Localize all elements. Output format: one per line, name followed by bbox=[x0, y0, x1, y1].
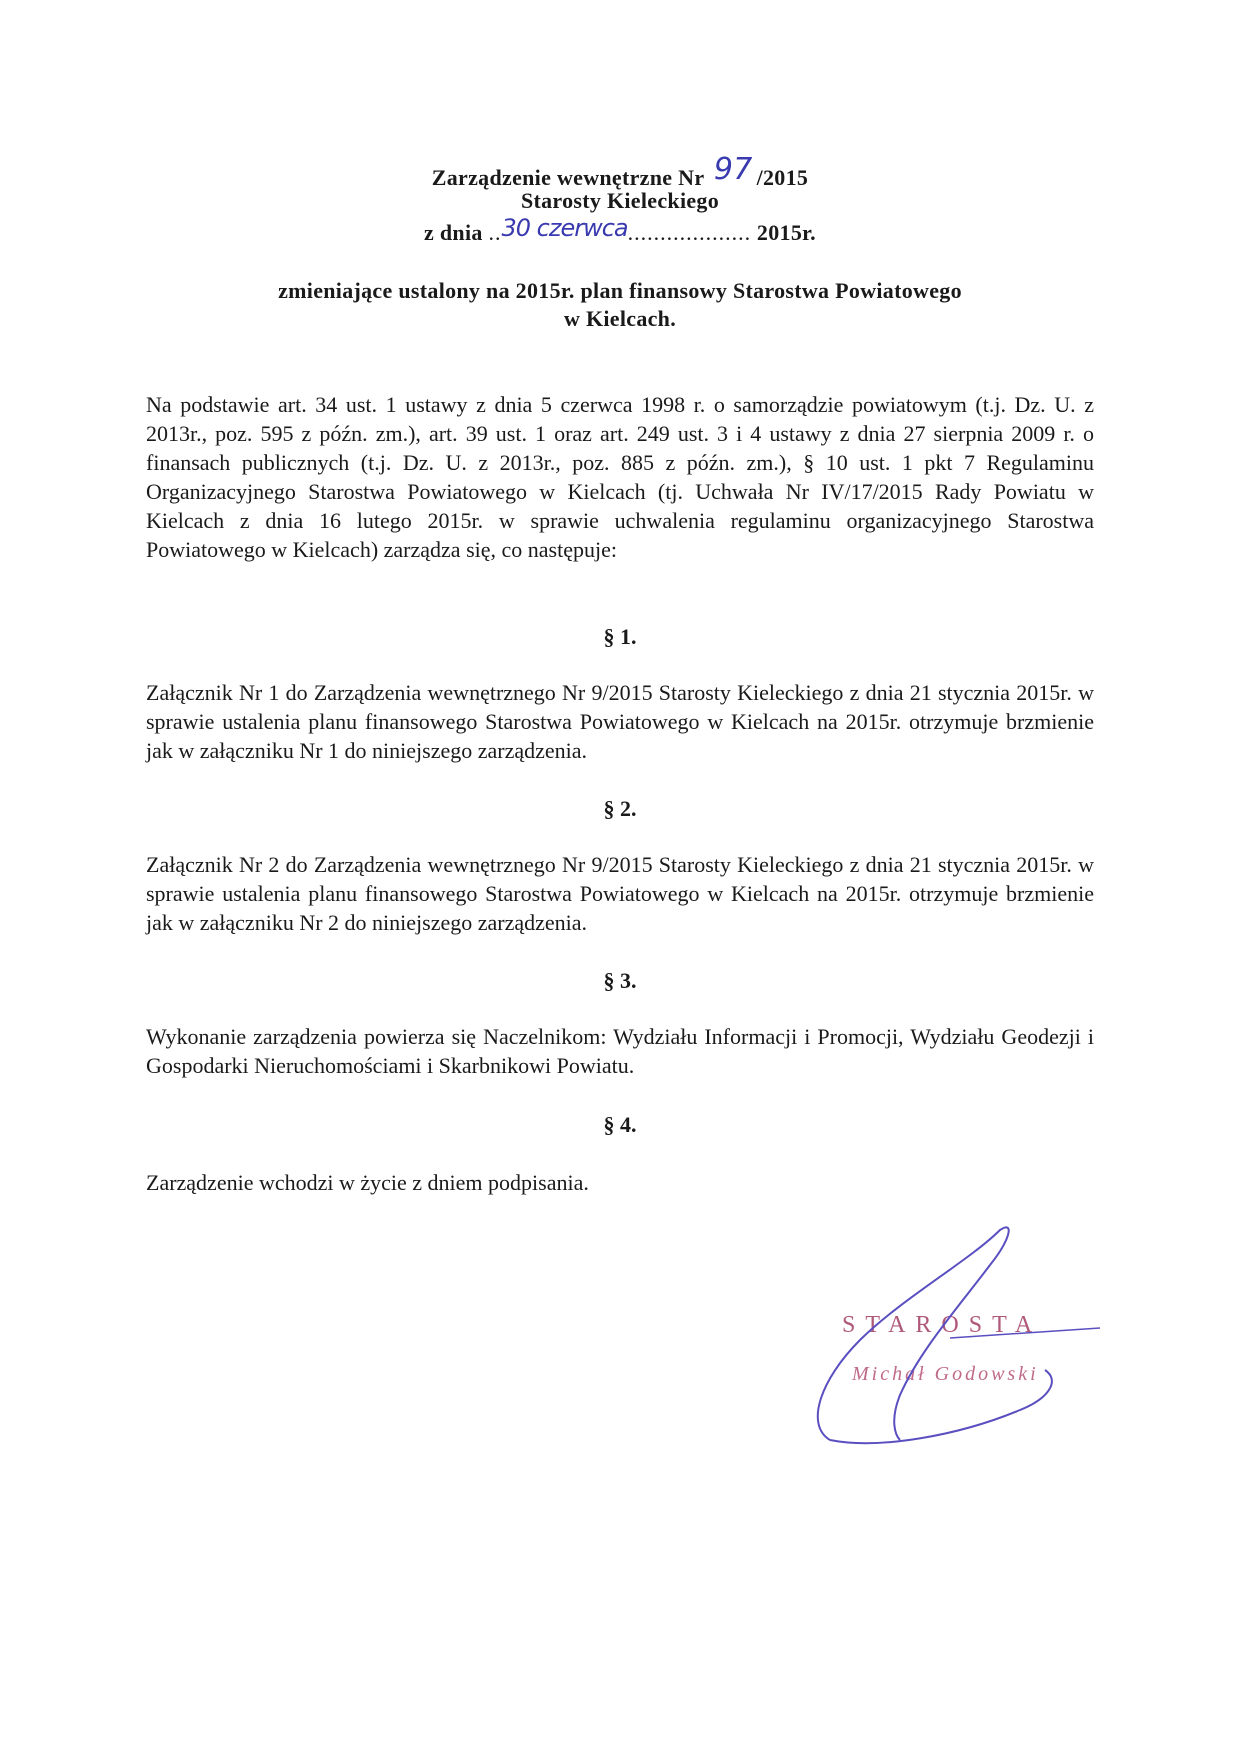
preamble: Na podstawie art. 34 ust. 1 ustawy z dnia 5 czerwca 1998 r. o samorządzie powiatowym (t.j. Dz. U. z 2013r., poz. 595 z późn. zm.), art. 39 ust. 1 oraz art. 249 ust. 3 i 4 ustawy z dnia 27 sierpnia 2009 r. o finansach publicznych (t.j. Dz. U. z 2013r., poz. 885 z późn. zm.), § 10 ust. 1 pkt 7 Regulaminu Organizacyjnego Starostwa Powiatowego w Kielcach (tj. Uchwała Nr IV/17/2015 Rady Powiatu w Kielcach z dnia 16 lutego 2015r. w sprawie uchwalenia regulaminu organizacyjnego Starostwa Powiatowego w Kielcach) zarządza się, co następuje: bbox=[146, 392, 1094, 562]
section-3-title: § 3. bbox=[603, 968, 637, 993]
date-dots-left: .. bbox=[488, 220, 502, 245]
subject-text-2: w Kielcach. bbox=[563, 306, 677, 331]
stamp-title: STAROSTA bbox=[842, 1312, 1043, 1338]
date-prefix: z dnia bbox=[424, 220, 483, 245]
date-dots-right: ................... bbox=[627, 220, 752, 245]
title-prefix: Zarządzenie wewnętrzne Nr bbox=[431, 165, 704, 190]
subject-line-2 bbox=[0, 306, 1240, 332]
section-4-text: Zarządzenie wchodzi w życie z dniem podpisania. bbox=[146, 1170, 589, 1195]
section-1-text: Załącznik Nr 1 do Zarządzenia wewnętrznego Nr 9/2015 Starosty Kieleckiego z dnia 21 stycznia 2015r. w sprawie ustalenia planu finansowego Starostwa Powiatowego w Kielcach na 2015r. otrzymuje brzmienie jak w załączniku Nr 1 do niniejszego zarządzenia. bbox=[146, 680, 1094, 763]
handwritten-signature bbox=[800, 1220, 1120, 1470]
date-suffix: 2015r. bbox=[756, 220, 816, 245]
subject-text-1: zmieniające ustalony na 2015r. plan finansowy Starostwa Powiatowego bbox=[278, 278, 962, 303]
issuer-line bbox=[0, 188, 1240, 214]
subject-line-1 bbox=[0, 278, 1240, 304]
section-4-title: § 4. bbox=[603, 1112, 637, 1137]
date-line bbox=[0, 214, 1240, 246]
section-2-title: § 2. bbox=[603, 796, 637, 821]
title-suffix: /2015 bbox=[756, 165, 809, 190]
stamp-name: Michał Godowski bbox=[852, 1363, 1039, 1385]
handwritten-number: 97 bbox=[713, 152, 753, 187]
section-3-text: Wykonanie zarządzenia powierza się Naczelnikom: Wydziału Informacji i Promocji, Wydziału Geodezji i Gospodarki Nieruchomościami i Skarbnikowi Powiatu. bbox=[146, 1024, 1094, 1078]
issuer: Starosty Kieleckiego bbox=[520, 188, 720, 213]
handwritten-date: 30 czerwca bbox=[501, 214, 628, 242]
section-2-text: Załącznik Nr 2 do Zarządzenia wewnętrznego Nr 9/2015 Starosty Kieleckiego z dnia 21 stycznia 2015r. w sprawie ustalenia planu finansowego Starostwa Powiatowego w Kielcach na 2015r. otrzymuje brzmienie jak w załączniku Nr 2 do niniejszego zarządzenia. bbox=[146, 852, 1094, 935]
section-1-title: § 1. bbox=[603, 624, 637, 649]
